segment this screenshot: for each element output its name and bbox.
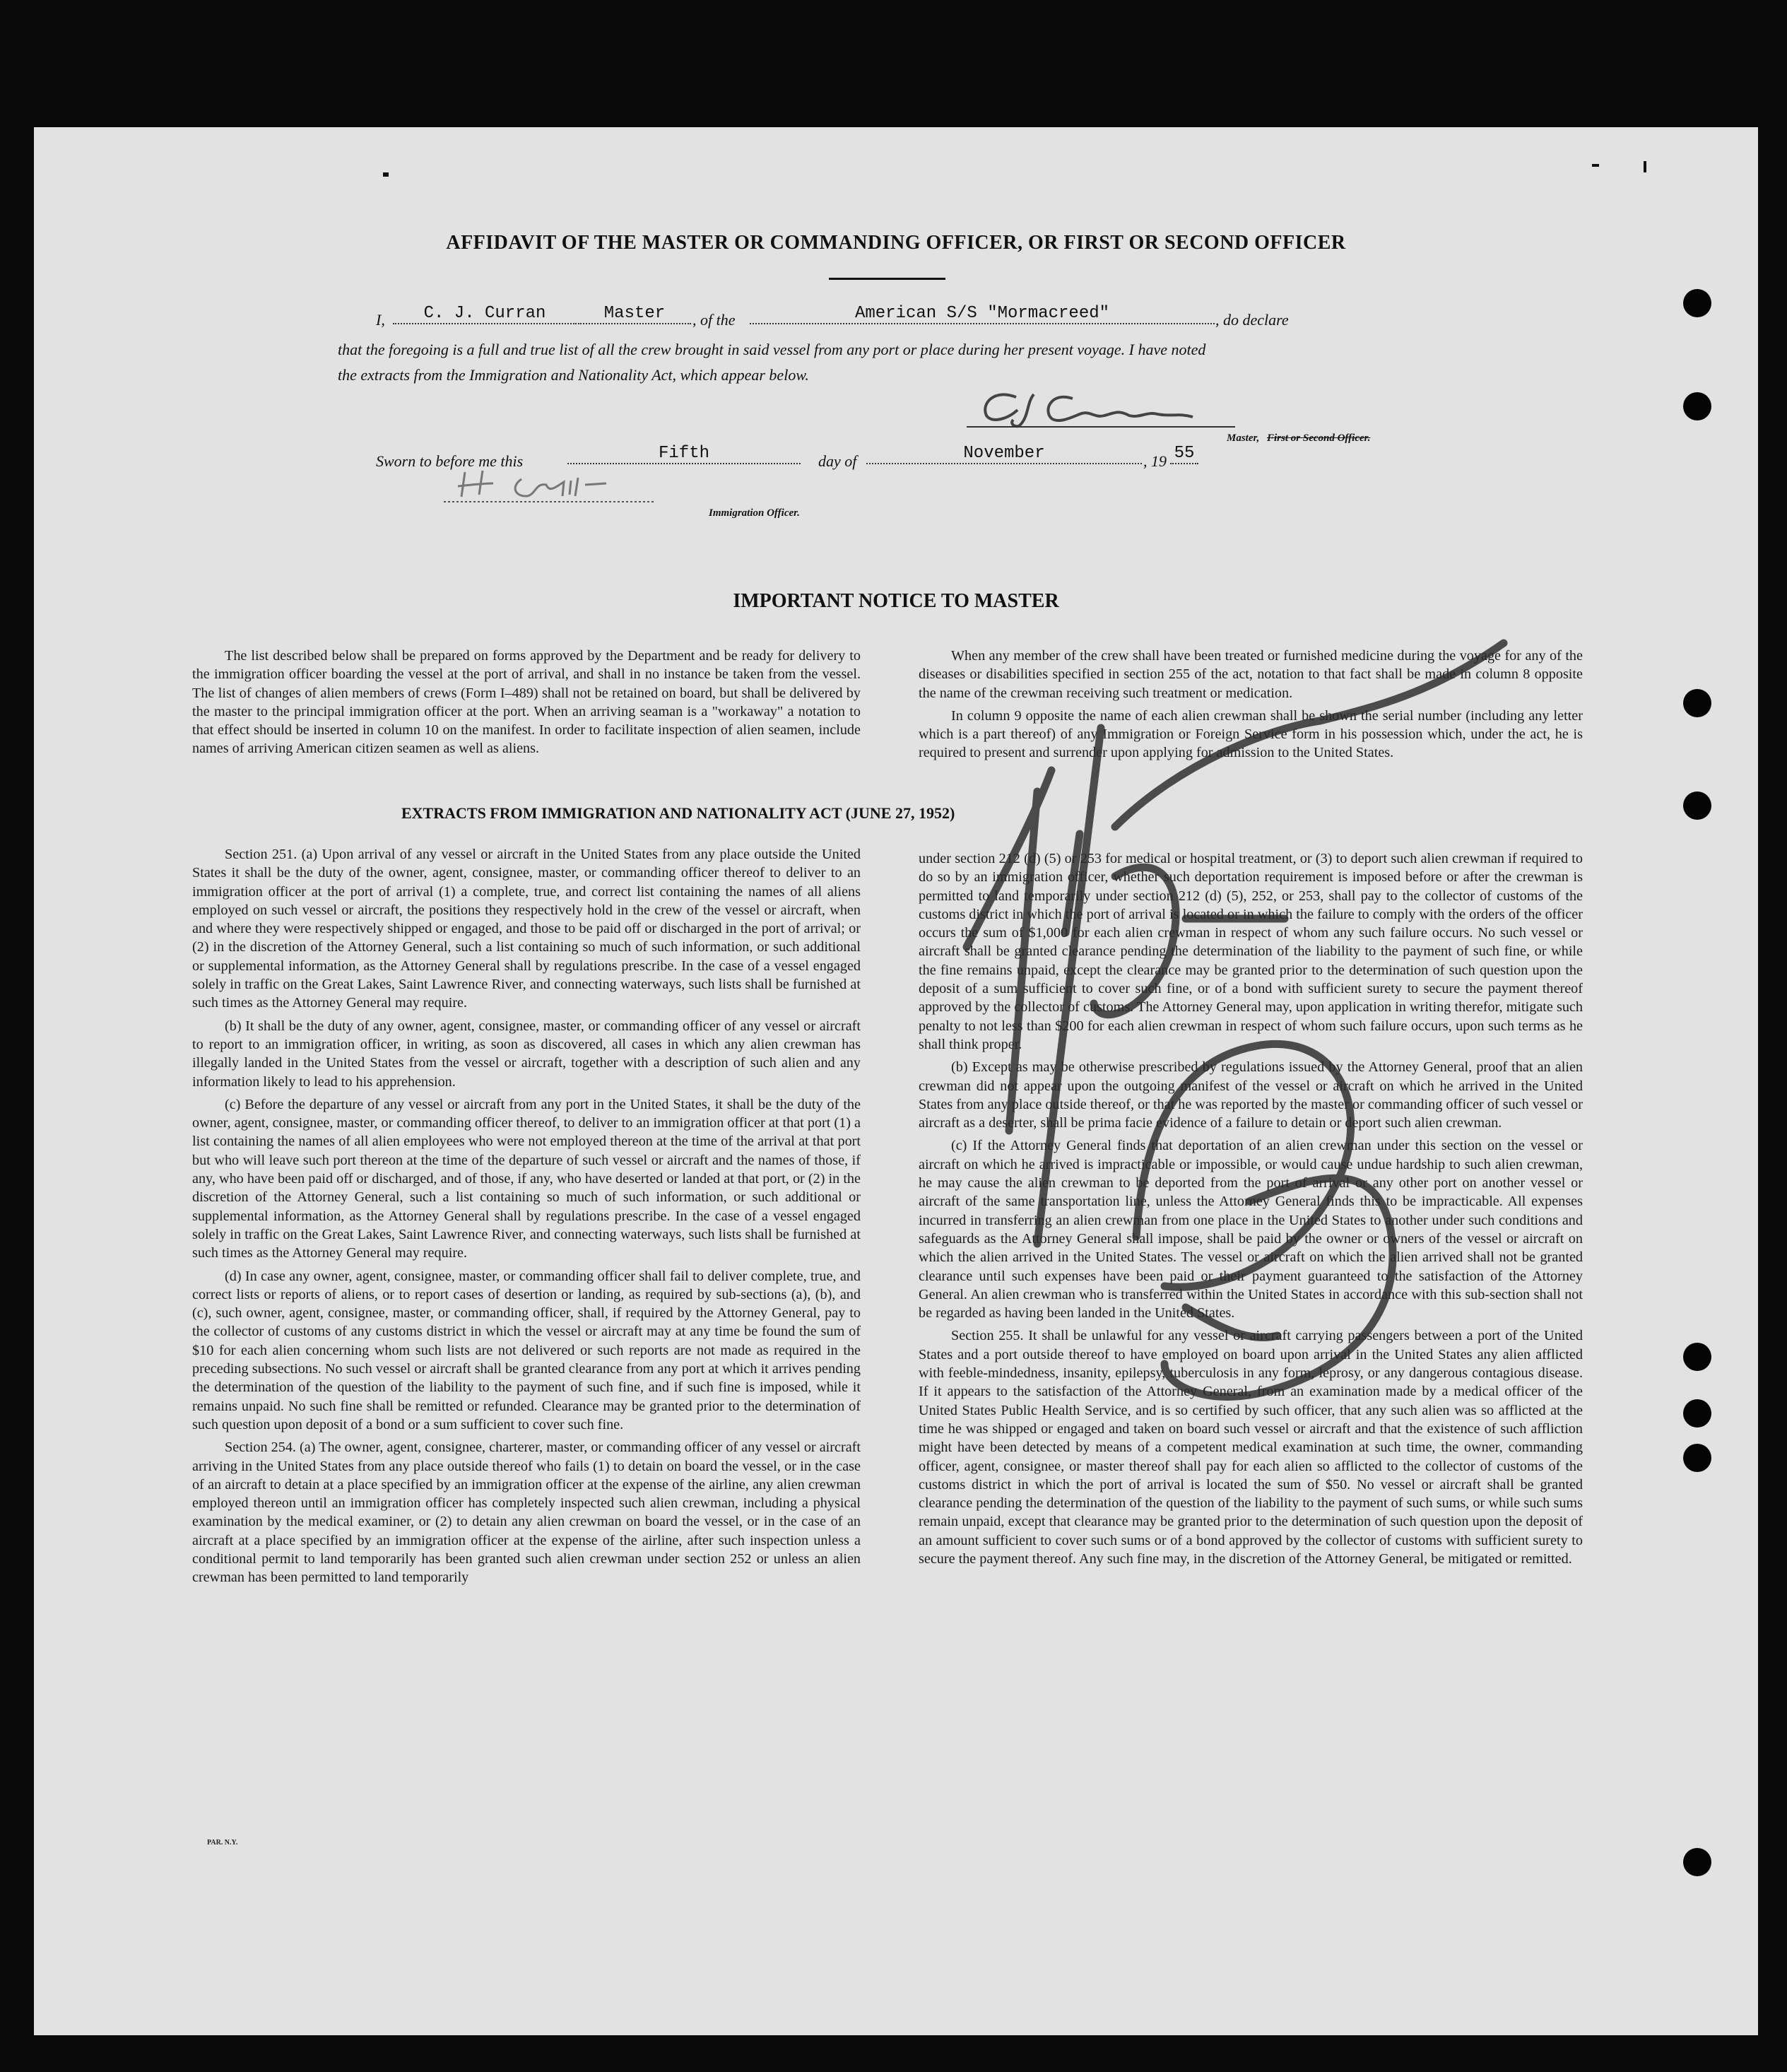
extracts-title: EXTRACTS FROM IMMIGRATION AND NATIONALITY ACT (JUNE 27, 1952) (401, 804, 955, 822)
immigration-officer-label: Immigration Officer. (709, 507, 800, 519)
declaration-statement-1: that the foregoing is a full and true list of all the crew brought in said vessel from any port or place during her present voyage. I have noted (338, 341, 1206, 358)
i-label: I, (376, 311, 385, 329)
binder-hole-4 (1683, 791, 1711, 820)
extract-section-255: Section 255. It shall be unlawful for any vessel or aircraft carrying passengers between a port of the United States and a port outside thereof to have employed on board upon arrival in the United States any alien afflicted with feeble-mindedness, insanity, epilepsy, tuberculosis in any form, leprosy, or any dangerous contagious disease. If it appears to the satisfaction of the Attorney General, from an examination made by a medical officer of the United States Public Health Service, and is so certified by such officer, that any such alien was so afflicted at the time he was shipped or engaged and taken on board such vessel or aircraft and that the existence of such affliction might have been detected by means of a competent medical examination at such time, the owner, commanding officer, agent, consignee, or master thereof shall pay for each alien so afflicted to the collector of customs of the customs district in which the port of arrival is located the sum of $50. No vessel or aircraft shall be granted clearance pending the determination of the question of the liability to the payment of such sums, or while such sums remain unpaid, except that clearance may be granted prior to the determination of such question upon the deposit of an amount sufficient to cover such sums or of a bond approved by the collector of customs with sufficient surety to secure the payment thereof. Any such fine may, in the discretion of the Attorney General, be mitigated or remitted. (919, 1328, 1583, 1567)
notice-left-paragraph (192, 647, 861, 763)
binder-hole-8 (1683, 1848, 1711, 1876)
day-field: Fifth (567, 444, 801, 464)
day-of-label: day of (818, 452, 857, 470)
year-field: 55 (1170, 444, 1198, 464)
title-underline (829, 278, 945, 280)
master-name-field: C. J. Curran (393, 304, 577, 324)
master-signature (967, 382, 1235, 432)
of-the-label: , of the (692, 311, 736, 329)
printer-mark: PAR. N.Y. (207, 1839, 238, 1847)
affidavit-title: AFFIDAVIT OF THE MASTER OR COMMANDING OFFICER, OR FIRST OR SECOND OFFICER (446, 232, 1346, 254)
extract-section-251b: (b) It shall be the duty of any owner, agent, consignee, master, or commanding officer of any vessel or aircraft to report to an immigration officer, in writing, as soon as discovered, all cases in which any alien crewman has illegally landed in the United States from the vessel or aircraft, together with a description of such alien and any information likely to lead to his apprehension. (192, 1018, 861, 1090)
declaration-statement-2: the extracts from the Immigration and Nationality Act, which appear below. (338, 366, 809, 384)
extract-section-251a: Section 251. (a) Upon arrival of any vessel or aircraft in the United States from any place outside the United States it shall be the duty of the owner, agent, consignee, master, or commanding officer thereof to deliver to an immigration officer at the port of arrival (1) a complete, true, and correct list containing the names of all aliens employed on such vessel or aircraft, the positions they respectively hold in the crew of the vessel or aircraft, when and where they were respectively shipped or engaged, and those to be paid off or discharged in the port of arrival; or (2) in the discretion of the Attorney General, such a list containing so much of such information, or such additional or supplemental information, as the Attorney General shall by regulations prescribe. In the case of a vessel engaged solely in traffic on the Great Lakes, Saint Lawrence River, and connecting waterways, such lists shall be furnished at such times as the Attorney General may require. (192, 847, 861, 1011)
do-declare-label: , do declare (1215, 311, 1289, 329)
page-mark-left (383, 172, 389, 177)
binder-hole-1 (1683, 289, 1711, 317)
vessel-field: American S/S "Mormacreed" (750, 304, 1215, 324)
document-page (34, 127, 1758, 2035)
extract-section-251c: (c) Before the departure of any vessel or aircraft from any port in the United States, it shall be the duty of the owner, agent, consignee, master, or commanding officer thereof, to deliver to an immigration officer at that port (1) a list containing the names of all alien employees who were not employed thereon at the time of the arrival at that port but who will leave such port thereon at the time of the departure of such vessel or aircraft and the names of those, if any, who have been paid off or discharged, and of those, if any, who have deserted or landed at that port, or (2) in the discretion of the Attorney General, such a list containing so much of such information, or such additional or supplemental information, as the Attorney General shall by regulations prescribe. In the case of a vessel engaged solely in traffic on the Great Lakes, Saint Lawrence River, and connecting waterways, such lists shall be furnished at such times as the Attorney General may require. (192, 1096, 861, 1261)
month-field: November (866, 444, 1142, 464)
binder-hole-3 (1683, 689, 1711, 717)
notice-left-text: The list described below shall be prepared on forms approved by the Department and be ready for delivery to the immigration officer boarding the vessel at the port of arrival, and shall in no instance be taken from the vessel. The list of changes of alien members of crews (Form I–489) shall not be retained on board, but shall be delivered by the master to the principal immigration officer at the port. When an arriving seaman is a "workaway" a notation to that effect should be inserted in column 10 on the manifest. In order to facilitate inspection of alien seamen, include names of arriving American citizen seamen as well as aliens. (192, 648, 861, 757)
notice-title: IMPORTANT NOTICE TO MASTER (733, 590, 1059, 612)
page-mark-right-2 (1644, 161, 1646, 172)
extracts-left-column (192, 845, 861, 1591)
sworn-label: Sworn to before me this (376, 452, 524, 470)
page-mark-right-1 (1592, 164, 1599, 167)
extract-section-254c: (c) If the Attorney General finds that deportation of an alien crewman under this section on the vessel or aircraft on which he arrived is impracticable or impossible, or would cause undue hardship to such alien crewman, he may cause the alien crewman to be deported from the port of arrival or any other port on another vessel or aircraft of the same transportation line, unless the Attorney General finds this to be impracticable. All expenses incurred in transferring an alien crewman from one place in the United States to another under such conditions and safeguards as the Attorney General shall impose, shall be paid by the owner or owners of the vessel or aircraft on which the alien arrived in the United States. The vessel or aircraft on which the alien arrived shall not be granted clearance until such expenses have been paid or their payment guaranteed to the satisfaction of the Attorney General. An alien crewman who is transferred within the United States in accordance with this sub-section shall not be regarded as having been landed in the United States. (919, 1138, 1583, 1322)
rank-field: Master (578, 304, 691, 324)
officer-signature (444, 465, 656, 507)
master-title-label: Master, (1227, 432, 1260, 444)
binder-hole-7 (1683, 1444, 1711, 1472)
binder-hole-5 (1683, 1343, 1711, 1371)
extract-section-254a-cont: under section 212 (d) (5) or 253 for medical or hospital treatment, or (3) to deport such alien crewman if required to do so by an immigration officer, whether such deportation requirement is imposed before or after the crewman is permitted to land temporarily under section 212 (d) (5), 252, or 253, shall pay to the collector of customs of the customs district in which the port of arrival is located or in which the failure to comply with the orders of the officer occurs the sum of $1,000 for each alien crewman in respect of whom any such failure occurs. No such vessel or aircraft shall be granted clearance pending the determination of the liability to the payment of such fine, or while the fine remains unpaid, except the clearance may be granted prior to the determination of such question upon the deposit of a sum sufficient to cover such fine, or of a bond with sufficient surety to secure the payment thereof approved by the collector of customs. The Attorney General may, upon application in writing therefor, mitigate such penalty to not less than $200 for each alien crewman in respect of whom such failure occurs, upon such terms as he shall think proper. (919, 851, 1583, 1052)
notice-right-text-1: When any member of the crew shall have been treated or furnished medicine during the voyage for any of the diseases or disabilities specified in section 255 of the act, notation to that fact shall be made in column 8 opposite the name of the crewman receiving such treatment or medication. (919, 648, 1583, 701)
notice-right-text-2: In column 9 opposite the name of each alien crewman shall be shown the serial number (including any letter which is a part thereof) of any Immigration or Foreign Service form in his possession which, under the act, he is required to present and surrender upon applying for admission to the United States. (919, 707, 1583, 761)
binder-hole-6 (1683, 1399, 1711, 1428)
handwritten-crayon-marks (953, 495, 1560, 1661)
extract-section-251d: (d) In case any owner, agent, consignee, master, or commanding officer shall fail to deliver complete, true, and correct lists or reports of aliens, or to report cases of desertion or landing, as required by sub-sections (a), (b), and (c), such owner, agent, consignee, master, or commanding officer, shall, if required by the Attorney General, pay to the collector of customs of any customs district in which the vessel or aircraft may at any time be found the sum of $10 for each alien concerning whom such lists are not delivered or such reports are not made as required in the preceding subsections. No such vessel or aircraft shall be granted clearance from any port at which it arrives pending the determination of the question of the liability to the payment of such fine, and if such fine is imposed, while it remains unpaid. No such fine shall be remitted or refunded. Clearance may be granted prior to the determination of such question upon deposit of a bond or a sum sufficient to cover such fine. (192, 1268, 861, 1432)
year-prefix: , 19 (1143, 452, 1167, 470)
officer-title-struck: First or Second Officer. (1267, 432, 1371, 444)
extract-section-254a: Section 254. (a) The owner, agent, consignee, charterer, master, or commanding officer of any vessel or aircraft arriving in the United States from any place outside thereof who fails (1) to detain on board the vessel, or in the case of an aircraft to detain at a place specified by an immigration officer at the expense of the airline, any alien crewman employed thereon until an immigration officer has completely inspected such alien crewman, including a physical examination by the medical examiner, or (2) to detain any alien crewman on board the vessel, or in the case of an aircraft at a place specified by an immigration officer at the expense of the airline, after such inspection unless a conditional permit to land temporarily has been granted such alien crewman under section 252 or unless an alien crewman has been permitted to land temporarily (192, 1440, 861, 1586)
binder-hole-2 (1683, 392, 1711, 420)
extract-section-254b: (b) Except as may be otherwise prescribed by regulations issued by the Attorney General, proof that an alien crewman did not appear upon the outgoing manifest of the vessel or aircraft on which he arrived in the United States from any place outside thereof, or that he was reported by the master or commanding officer of such vessel or aircraft as a deserter, shall be prima facie evidence of a failure to detain or deport such alien crewman. (919, 1059, 1583, 1131)
